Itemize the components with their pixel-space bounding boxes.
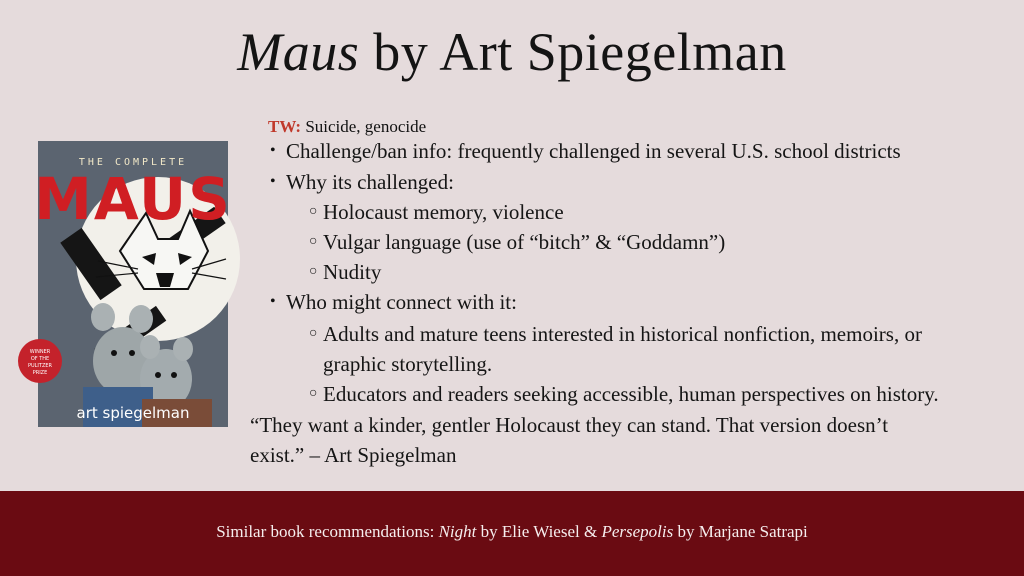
reason-item: Nudity (323, 260, 382, 284)
trigger-warning (268, 117, 426, 137)
audience-item: Educators and readers seeking accessible, human perspectives on history. (323, 382, 939, 406)
why-challenged-heading: Why its challenged: (286, 170, 454, 194)
svg-text:MAUS: MAUS (34, 165, 232, 233)
recommendations-text (0, 521, 1024, 543)
recommended-book-1: Night (438, 522, 477, 541)
svg-text:THE COMPLETE: THE COMPLETE (78, 157, 188, 168)
title-book-name: Maus (237, 22, 360, 82)
svg-text:OF THE: OF THE (30, 356, 50, 362)
recommended-book-2: Persepolis (601, 522, 674, 541)
circle-bullet-icon: ○ (309, 326, 318, 341)
footer-bar (0, 491, 1024, 576)
circle-bullet-icon: ○ (309, 204, 318, 219)
svg-text:WINNER: WINNER (29, 349, 51, 355)
audience-item-continued: graphic storytelling. (323, 352, 493, 376)
bullet-icon: • (270, 293, 276, 310)
challenge-info: Challenge/ban info: frequently challenged in several U.S. school districts (286, 139, 901, 163)
circle-bullet-icon: ○ (309, 264, 318, 279)
bullet-icon: • (270, 142, 276, 159)
recommendations-prefix: Similar book recommendations: (216, 522, 439, 541)
audience-item: Adults and mature teens interested in historical nonfiction, memoirs, or (323, 322, 922, 346)
quote-line-1: “They want a kinder, gentler Holocaust they can stand. That version doesn’t (250, 413, 889, 437)
recommendations-suffix: by Marjane Satrapi (673, 522, 808, 541)
quote-line-2: exist.” – Art Spiegelman (250, 443, 457, 467)
recommendations-mid: by Elie Wiesel & (476, 522, 602, 541)
trigger-warning-text: Suicide, genocide (301, 117, 427, 136)
circle-bullet-icon: ○ (309, 386, 318, 401)
bullet-icon: • (270, 173, 276, 190)
svg-text:PRIZE: PRIZE (32, 370, 48, 376)
trigger-warning-label: TW: (268, 117, 302, 136)
circle-bullet-icon: ○ (309, 234, 318, 249)
who-connects-heading: Who might connect with it: (286, 290, 517, 314)
reason-item: Holocaust memory, violence (323, 200, 564, 224)
title-author: by Art Spiegelman (359, 22, 787, 82)
svg-text:PULITZER: PULITZER (27, 363, 53, 369)
reason-item: Vulgar language (use of “bitch” & “Goddamn”) (323, 230, 726, 254)
svg-text:art spiegelman: art spiegelman (76, 404, 190, 422)
